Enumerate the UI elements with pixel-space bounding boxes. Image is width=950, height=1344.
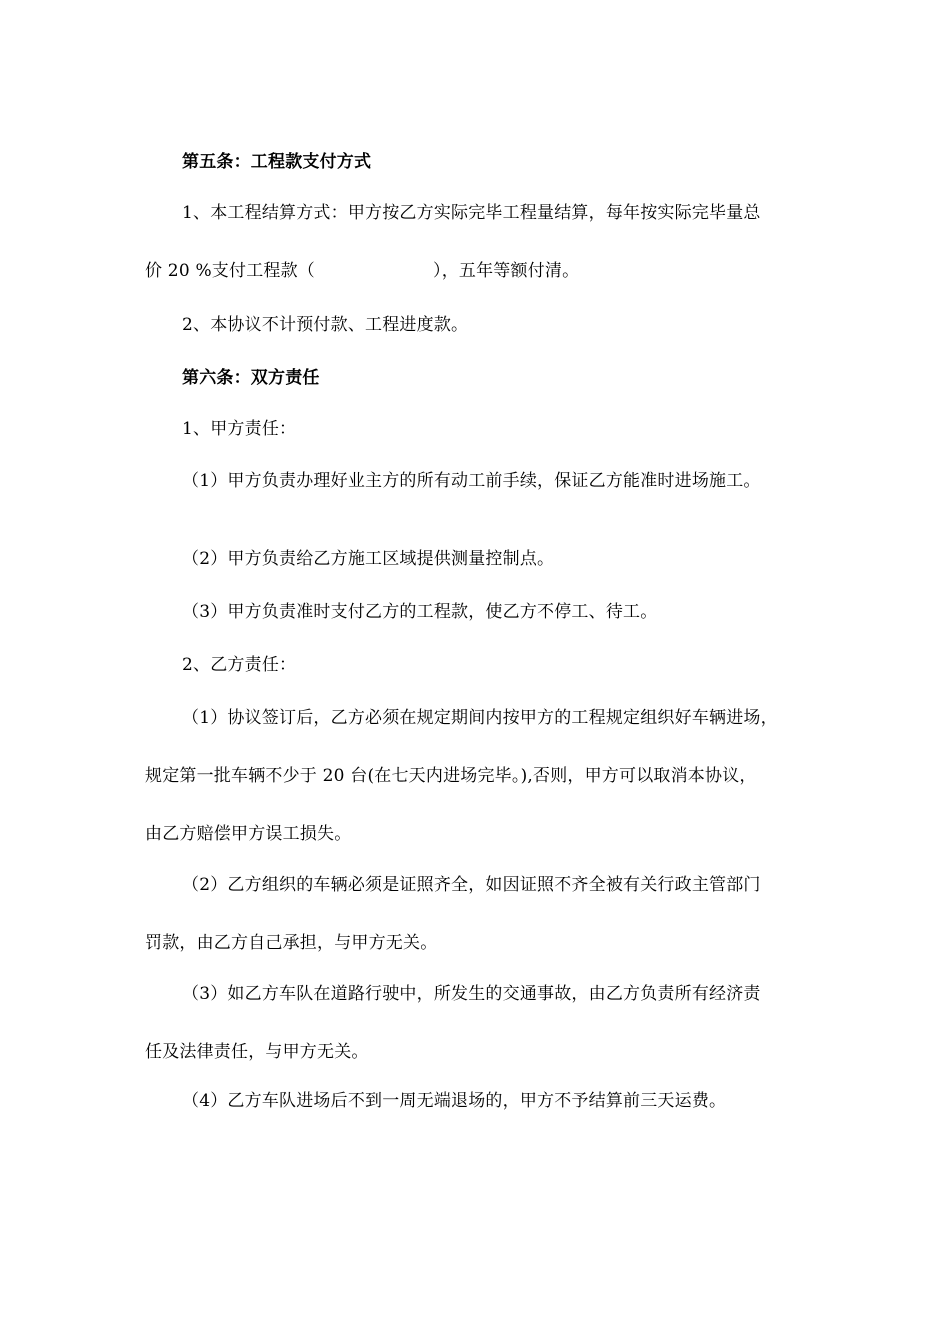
party-b-item-1-line-2: 规定第一批车辆不少于 20 台(在七天内进场完毕。),否则，甲方可以取消本协议， bbox=[145, 766, 757, 786]
party-b-item-3-line-2: 任及法律责任，与甲方无关。 bbox=[145, 1042, 369, 1062]
party-b-heading: 2、乙方责任： bbox=[182, 655, 297, 675]
party-b-item-3-line-1: （3）如乙方车队在道路行驶中，所发生的交通事故，由乙方负责所有经济责 bbox=[182, 984, 761, 1004]
party-b-item-1-line-1: （1）协议签订后，乙方必须在规定期间内按甲方的工程规定组织好车辆进场， bbox=[182, 708, 778, 728]
payment-text-after-blank: ），五年等额付清。 bbox=[433, 261, 580, 281]
party-b-item-1-line-3: 由乙方赔偿甲方误工损失。 bbox=[145, 824, 352, 844]
party-b-item-2-line-2: 罚款，由乙方自己承担，与甲方无关。 bbox=[145, 933, 438, 953]
party-a-heading: 1、甲方责任： bbox=[182, 419, 297, 439]
party-a-item-3: （3）甲方负责准时支付乙方的工程款，使乙方不停工、待工。 bbox=[182, 602, 658, 622]
party-b-item-4: （4）乙方车队进场后不到一周无端退场的，甲方不予结算前三天运费。 bbox=[182, 1091, 727, 1111]
party-a-item-2: （2）甲方负责给乙方施工区域提供测量控制点。 bbox=[182, 549, 555, 569]
article-5-item-1-line-1: 1、本工程结算方式：甲方按乙方实际完毕工程量结算，每年按实际完毕量总 bbox=[182, 203, 761, 223]
party-a-item-1: （1）甲方负责办理好业主方的所有动工前手续，保证乙方能准时进场施工。 bbox=[182, 471, 761, 491]
payment-text-before-blank: 价 20 %支付工程款（ bbox=[145, 261, 315, 281]
party-b-item-2-line-1: （2）乙方组织的车辆必须是证照齐全，如因证照不齐全被有关行政主管部门 bbox=[182, 875, 761, 895]
article-5-item-2: 2、本协议不计预付款、工程进度款。 bbox=[182, 315, 469, 335]
article-5-heading: 第五条：工程款支付方式 bbox=[182, 152, 372, 172]
article-5-item-1-line-2 bbox=[145, 260, 579, 282]
article-6-heading: 第六条：双方责任 bbox=[182, 368, 320, 388]
